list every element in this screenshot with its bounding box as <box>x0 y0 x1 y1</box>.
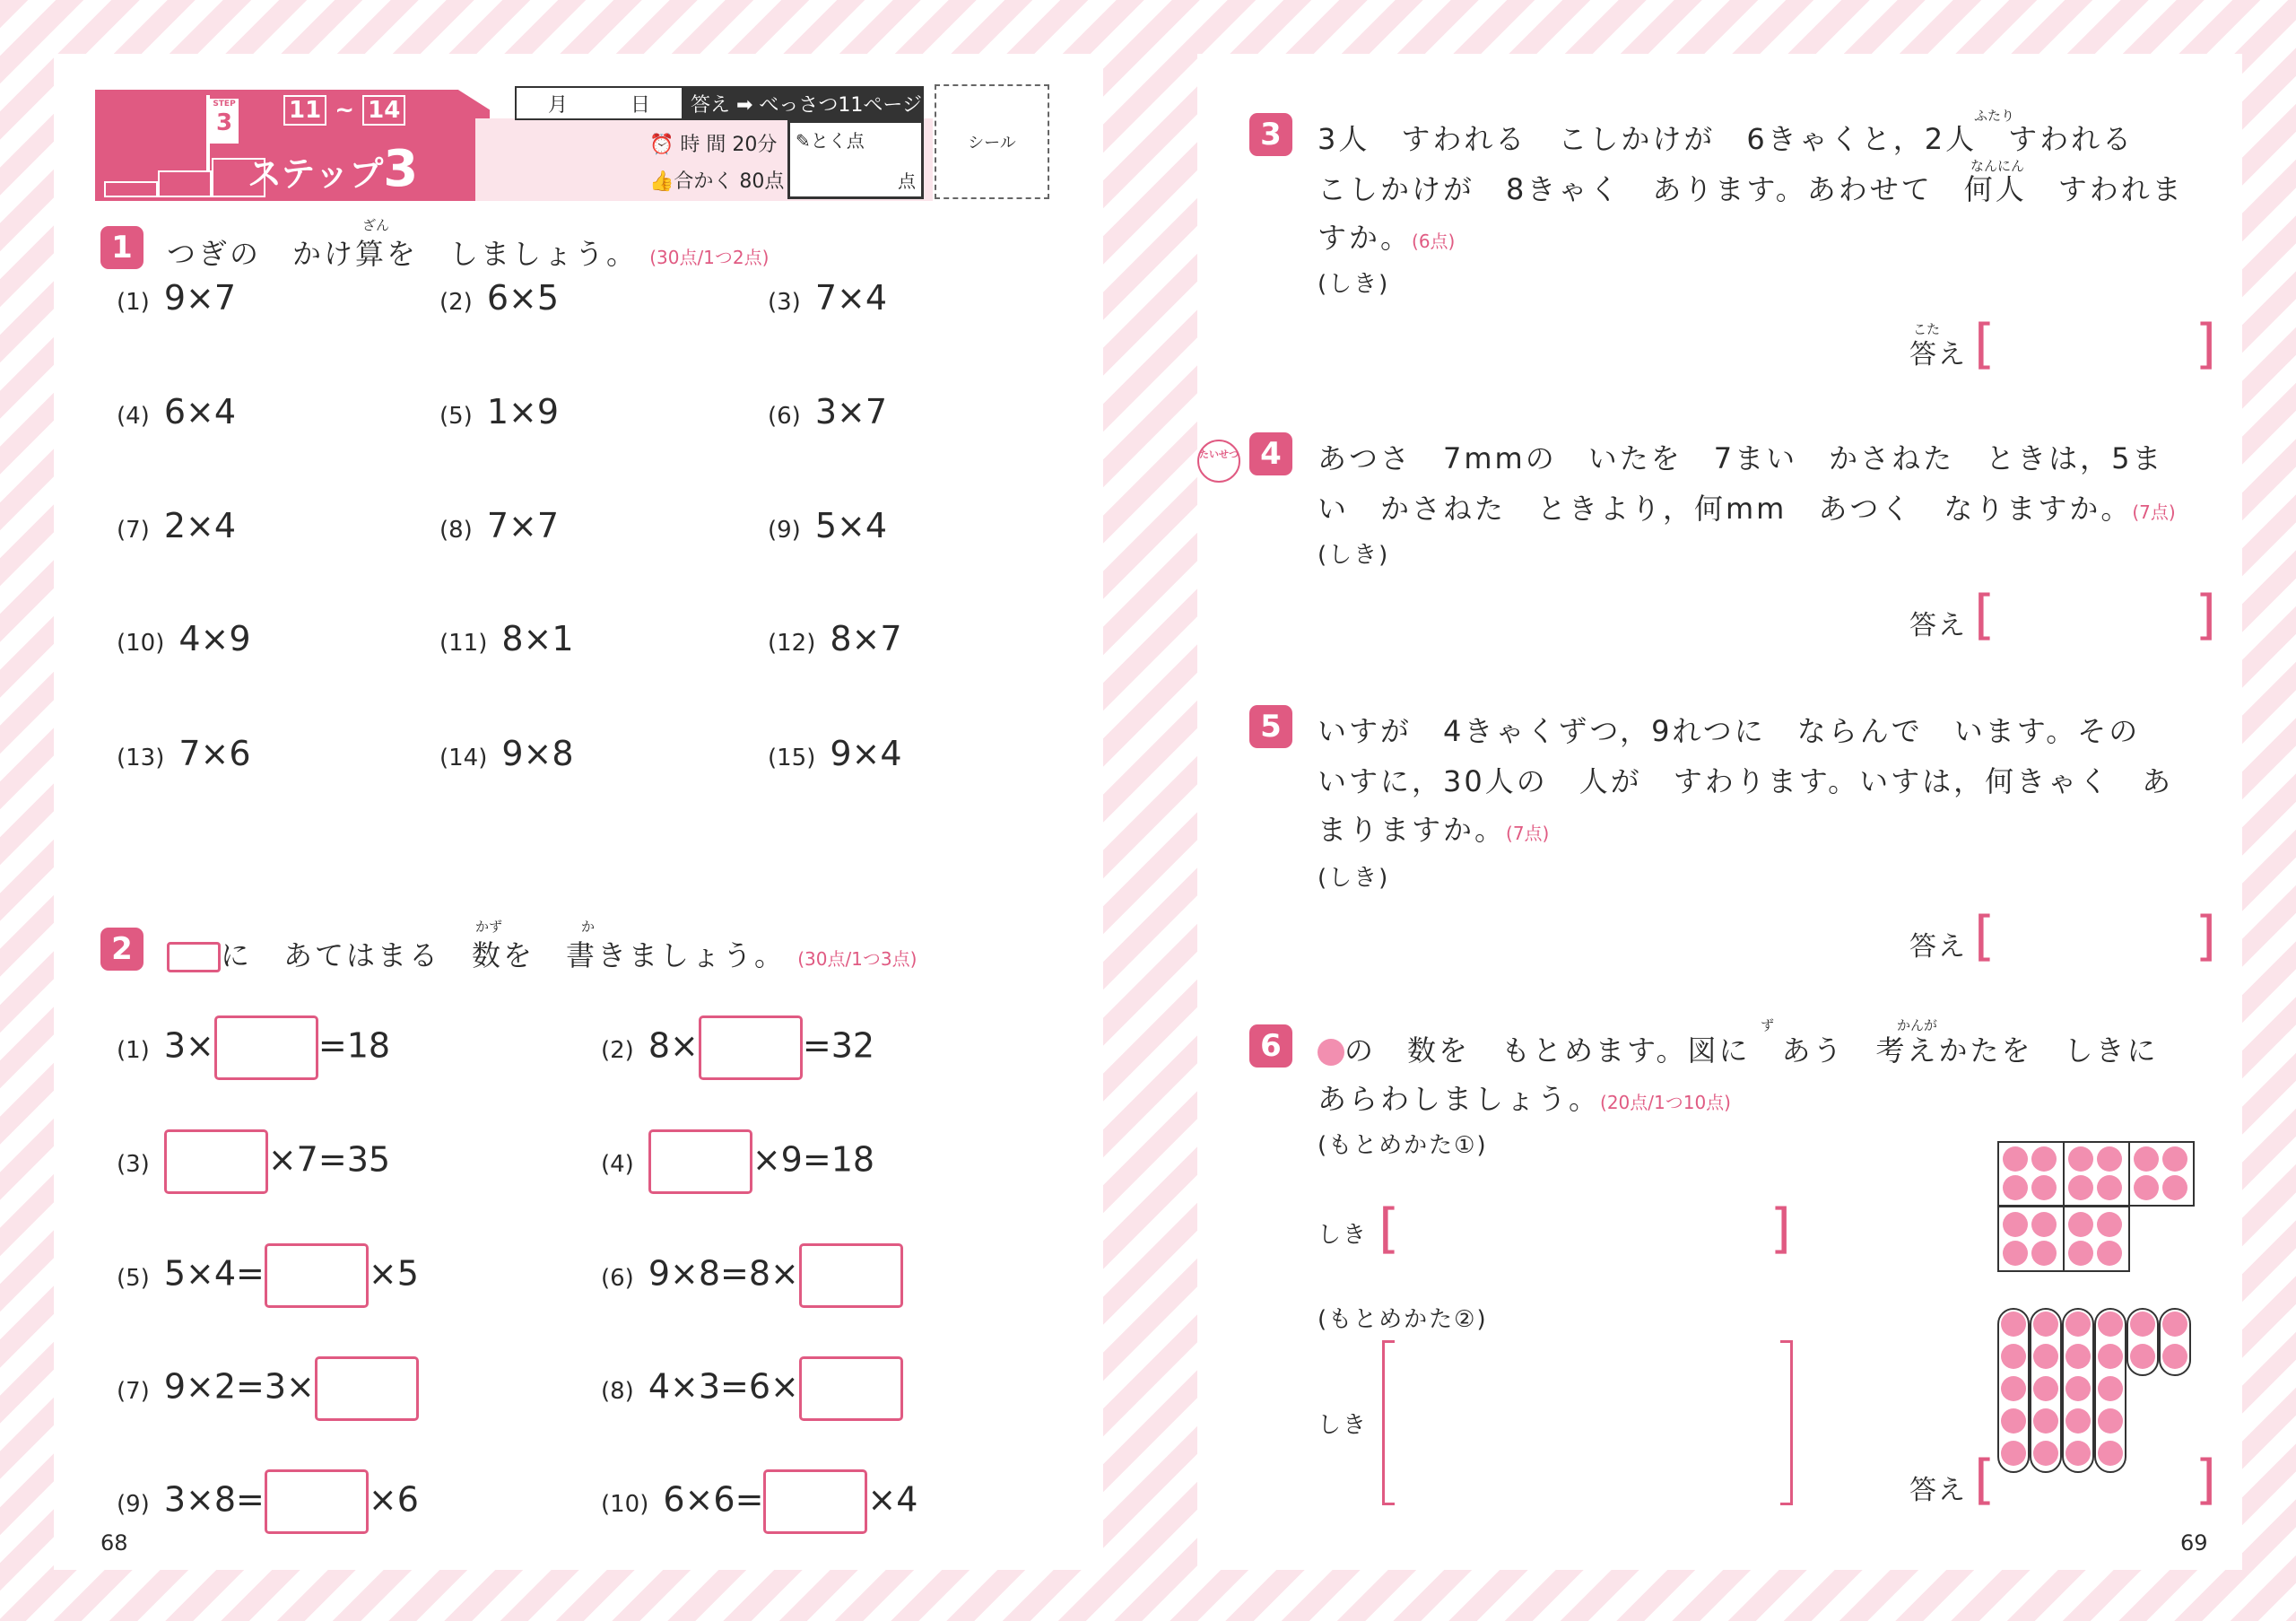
flag-icon <box>206 95 239 172</box>
expr-before: 3×8= <box>163 1479 265 1520</box>
problem-label: (9) <box>768 517 801 544</box>
problem-expression: 8×1 <box>501 619 574 658</box>
q3-line3: すか。 <box>1318 221 1413 255</box>
q2-problem <box>117 1469 419 1534</box>
left-page <box>54 54 1103 1570</box>
problem-expression: 7×4 <box>814 278 888 318</box>
q1-problem <box>117 619 251 658</box>
score-box <box>787 120 924 199</box>
problem-label: (1) <box>117 289 150 316</box>
problem-label: (5) <box>117 1264 150 1292</box>
problem-label: (4) <box>117 403 150 430</box>
range-box <box>283 95 405 131</box>
problem-expression: 2×4 <box>163 506 237 545</box>
q2-problem <box>117 1015 390 1080</box>
q1-points: (30点/1つ2点) <box>649 247 770 268</box>
expr-after: ×5 <box>368 1253 419 1294</box>
problem-label: (1) <box>117 1036 150 1064</box>
expr-before: 9×2=3× <box>163 1366 315 1407</box>
pink-dot <box>2066 1441 2091 1466</box>
sticker-box <box>935 84 1049 199</box>
q3-line2: こしかけが 8きゃく あります。あわせて 何人 すわれま <box>1318 172 2184 206</box>
q5-line1: いすが 4きゃくずつ，9れつに ならんで います。その <box>1318 714 2141 748</box>
q5-answer-field[interactable]: [ ] <box>1974 905 2216 968</box>
pink-dot <box>2162 1146 2187 1172</box>
q1-problem <box>768 506 887 545</box>
q4-line2-wrap <box>1318 486 2176 527</box>
pink-dot <box>2001 1344 2026 1369</box>
q6-answer-field[interactable]: [ ] <box>1974 1449 2216 1512</box>
q4-number: 4 <box>1249 432 1292 475</box>
q1-problem <box>117 506 236 545</box>
step-title-text: ステップ <box>248 154 384 194</box>
pink-dot <box>2031 1175 2057 1200</box>
q3-line1: 3人 すわれる こしかけが 6きゃくと，2人 すわれる <box>1318 122 2135 156</box>
q5-line3-wrap <box>1318 807 1549 849</box>
problem-label: (8) <box>439 517 473 544</box>
expr-after: =18 <box>317 1025 391 1066</box>
q1-problem <box>768 278 887 318</box>
step-title <box>248 140 418 198</box>
q6-points: (20点/1つ10点) <box>1600 1092 1731 1113</box>
range-end: 14 <box>362 95 405 126</box>
q1-ruby-zan: ざん <box>362 217 390 233</box>
q3-shiki: (しき) <box>1318 271 1390 298</box>
problem-label: (14) <box>439 745 488 771</box>
q4-line1: あつさ 7mmの いたを 7まい かさねた ときは，5ま <box>1318 441 2164 475</box>
problem-label: (2) <box>601 1036 634 1064</box>
q5-line3: まりますか。 <box>1318 813 1507 847</box>
problem-label: (10) <box>117 630 165 657</box>
pink-dot <box>2033 1441 2058 1466</box>
q3-ruby-nannin: なんにん <box>1970 158 2025 174</box>
pink-dot <box>2066 1408 2091 1434</box>
q1-problem <box>768 734 902 773</box>
pink-dot <box>2098 1408 2123 1434</box>
q6-method1: (もとめかた①) <box>1318 1132 1488 1159</box>
q1-problem <box>117 278 236 318</box>
q6-line1: の 数を もとめます。図に あう 考えかたを しきに <box>1344 1033 2159 1068</box>
pink-dot <box>2097 1175 2122 1200</box>
q2-points: (30点/1つ3点) <box>797 948 918 970</box>
q2-problem <box>601 1015 874 1080</box>
step-title-number: 3 <box>383 140 419 198</box>
problem-label: (10) <box>601 1490 649 1518</box>
answer-box[interactable] <box>699 1015 803 1080</box>
score-label: とく点 <box>810 130 865 152</box>
problem-expression: 6×4 <box>163 392 237 431</box>
q2-problem <box>601 1356 903 1421</box>
q6-shiki2-label: しき <box>1318 1412 1369 1439</box>
problem-expression: 4×9 <box>178 619 251 658</box>
pink-dot <box>2003 1146 2028 1172</box>
q2-problem <box>601 1243 903 1308</box>
sticker-label: シール <box>968 134 1016 153</box>
problem-expression: 9×8 <box>501 734 574 773</box>
pink-dot <box>2162 1312 2187 1337</box>
q3-line3-wrap <box>1318 215 1455 257</box>
pink-dot <box>2031 1241 2057 1266</box>
month-label: 月 <box>547 93 568 117</box>
pink-dot <box>2098 1312 2123 1337</box>
problem-label: (6) <box>768 403 801 430</box>
expr-before: 3× <box>163 1025 214 1066</box>
day-label: 日 <box>630 93 650 117</box>
expr-after: ×7=35 <box>267 1139 391 1180</box>
pink-dot <box>2098 1376 2123 1401</box>
q3-answer-label: 答え <box>1909 339 1967 370</box>
problem-expression: 6×5 <box>486 278 560 318</box>
pink-dot <box>2003 1175 2028 1200</box>
problem-expression: 7×7 <box>486 506 560 545</box>
step-number: 3 <box>215 109 233 136</box>
q3-points: (6点) <box>1412 231 1456 252</box>
q4-answer-field[interactable]: [ ] <box>1974 584 2216 647</box>
page-number-left: 68 <box>100 1530 128 1556</box>
problem-label: (12) <box>768 630 816 657</box>
q1-problem <box>439 278 559 318</box>
answer-box[interactable] <box>265 1469 369 1534</box>
problem-label: (11) <box>439 630 488 657</box>
q1-problem <box>439 734 574 773</box>
q3-ruby-kota: こた <box>1913 321 1941 337</box>
pink-dot <box>2098 1344 2123 1369</box>
q4-line2: い かさねた ときより，何mm あつく なりますか。 <box>1318 492 2133 526</box>
expr-after: ×6 <box>368 1479 419 1520</box>
pink-dot <box>2068 1241 2093 1266</box>
expr-after: ×4 <box>867 1479 918 1520</box>
q2-problem <box>117 1129 390 1194</box>
date-bar <box>515 86 924 120</box>
problem-label: (6) <box>601 1264 634 1292</box>
pink-dot <box>2033 1312 2058 1337</box>
pink-dot <box>2068 1212 2093 1237</box>
pass-label: 合かく 80点 <box>674 170 785 193</box>
pink-dot <box>2066 1344 2091 1369</box>
thumbs-up-icon: 👍 <box>649 170 674 193</box>
q6-answer-label: 答え <box>1909 1475 1967 1506</box>
q2-number: 2 <box>100 928 144 971</box>
q2-text: に あてはまる 数を 書きましょう。 <box>221 938 787 972</box>
range-sep: ~ <box>335 97 355 124</box>
problem-expression: 3×7 <box>814 392 888 431</box>
problem-label: (7) <box>117 1377 150 1405</box>
pink-dot <box>2130 1344 2155 1369</box>
problem-label: (3) <box>768 289 801 316</box>
pink-dot <box>2134 1146 2159 1172</box>
q1-problem <box>439 506 559 545</box>
q2-problem <box>117 1356 419 1421</box>
answer-box[interactable] <box>799 1243 903 1308</box>
answer-box[interactable] <box>265 1243 369 1308</box>
q6-shiki1-field[interactable]: [ ] <box>1378 1198 1791 1260</box>
time-label: 時 間 20分 <box>680 134 778 156</box>
problem-expression: 9×7 <box>163 278 237 318</box>
q6-method2: (もとめかた②) <box>1318 1306 1488 1333</box>
important-badge-icon <box>1197 440 1240 483</box>
q5-number: 5 <box>1249 705 1292 748</box>
q1-text: つぎの かけ算を しましょう。 <box>167 237 639 271</box>
pink-dot <box>2033 1408 2058 1434</box>
answer-box[interactable] <box>164 1129 268 1194</box>
pink-dot <box>2097 1212 2122 1237</box>
problem-expression: 1×9 <box>486 392 560 431</box>
problem-expression: 7×6 <box>178 734 251 773</box>
q5-line2: いすに，30人の 人が すわります。いすは，何きゃく あ <box>1318 764 2174 798</box>
pink-dot <box>2162 1344 2187 1369</box>
pink-dot <box>2097 1146 2122 1172</box>
answer-box[interactable] <box>315 1356 419 1421</box>
q5-shiki: (しき) <box>1318 865 1390 892</box>
q4-points: (7点) <box>2132 501 2176 523</box>
q1-problem <box>117 734 251 773</box>
q1-problem <box>439 392 559 431</box>
answer-box[interactable] <box>763 1469 867 1534</box>
pink-dot <box>2068 1146 2093 1172</box>
dot-figure-2 <box>1997 1308 2195 1475</box>
pink-dot <box>2031 1146 2057 1172</box>
dot-figure-1 <box>1997 1141 2195 1272</box>
pink-dot <box>2066 1376 2091 1401</box>
problem-label: (2) <box>439 289 473 316</box>
q6-shiki1-label: しき <box>1318 1222 1369 1249</box>
q6-line2: あらわしましょう。 <box>1318 1082 1601 1116</box>
q2-ruby-kazu: かず <box>475 919 503 935</box>
pencil-icon: ✎ <box>796 130 811 152</box>
expr-before: 8× <box>648 1025 699 1066</box>
q1-problem <box>768 619 902 658</box>
q1-number: 1 <box>100 226 144 269</box>
pink-dot <box>2162 1175 2187 1200</box>
q6-ruby-kan: かんが <box>1897 1017 1938 1033</box>
pink-dot <box>2033 1376 2058 1401</box>
important-badge-text: たいせつ <box>1199 449 1239 460</box>
q2-problem <box>117 1243 419 1308</box>
pink-dot <box>2130 1312 2155 1337</box>
page-number-right: 69 <box>2180 1530 2208 1556</box>
problem-label: (5) <box>439 403 473 430</box>
score-unit: 点 <box>898 170 916 192</box>
pink-dot <box>2001 1408 2026 1434</box>
q5-answer-label: 答え <box>1909 931 1967 963</box>
q2-text-wrap <box>167 933 917 974</box>
answer-box[interactable] <box>214 1015 318 1080</box>
problem-label: (8) <box>601 1377 634 1405</box>
q2-ruby-ka: か <box>581 919 596 935</box>
q3-answer-field[interactable]: [ ] <box>1974 313 2216 376</box>
q5-points: (7点) <box>1506 823 1550 844</box>
q1-problem <box>439 619 574 658</box>
clock-icon: ⏰ <box>649 134 674 156</box>
pink-dot <box>2001 1376 2026 1401</box>
answer-ref: 答え ➡ べっさつ11ページ <box>682 88 922 118</box>
answer-box[interactable] <box>648 1129 752 1194</box>
expr-before: 9×8=8× <box>648 1253 799 1294</box>
q6-number: 6 <box>1249 1024 1292 1068</box>
pink-dot <box>2097 1241 2122 1266</box>
q6-ruby-zu: ず <box>1761 1017 1775 1033</box>
range-start: 11 <box>283 95 326 126</box>
q6-line2-wrap <box>1318 1076 1731 1118</box>
expr-before: 6×6= <box>663 1479 764 1520</box>
problem-label: (9) <box>117 1490 150 1518</box>
q4-answer-label: 答え <box>1909 610 1967 641</box>
problem-expression: 9×4 <box>830 734 902 773</box>
q2-blank-icon <box>167 942 221 972</box>
step-small: STEP <box>213 100 236 109</box>
problem-label: (7) <box>117 517 150 544</box>
answer-box[interactable] <box>799 1356 903 1421</box>
pink-dot <box>2098 1441 2123 1466</box>
pink-dot-icon <box>1318 1039 1344 1066</box>
expr-after: ×9=18 <box>752 1139 875 1180</box>
pink-dot <box>2066 1312 2091 1337</box>
problem-label: (3) <box>117 1150 150 1178</box>
problem-label: (4) <box>601 1150 634 1178</box>
problem-expression: 8×7 <box>830 619 902 658</box>
q3-ruby-futari: ふたり <box>1974 108 2015 124</box>
expr-after: =32 <box>802 1025 875 1066</box>
q2-problem <box>601 1469 918 1534</box>
pink-dot <box>2134 1175 2159 1200</box>
q1-problem <box>768 392 887 431</box>
q3-number: 3 <box>1249 113 1292 156</box>
pink-dot <box>2003 1212 2028 1237</box>
pink-dot <box>2001 1312 2026 1337</box>
q6-line1-wrap <box>1318 1028 2158 1069</box>
q6-shiki2-field[interactable] <box>1382 1340 1793 1505</box>
problem-expression: 5×4 <box>814 506 888 545</box>
q1-problem <box>117 392 236 431</box>
q2-problem <box>601 1129 874 1194</box>
pink-dot <box>2003 1241 2028 1266</box>
pink-dot <box>2001 1441 2026 1466</box>
problem-label: (15) <box>768 745 816 771</box>
right-page <box>1197 54 2242 1570</box>
problem-label: (13) <box>117 745 165 771</box>
pink-dot <box>2068 1175 2093 1200</box>
q1-text-wrap <box>167 231 769 273</box>
pink-dot <box>2031 1212 2057 1237</box>
expr-before: 4×3=6× <box>648 1366 799 1407</box>
q4-shiki: (しき) <box>1318 542 1390 569</box>
expr-before: 5×4= <box>163 1253 265 1294</box>
pink-dot <box>2033 1344 2058 1369</box>
